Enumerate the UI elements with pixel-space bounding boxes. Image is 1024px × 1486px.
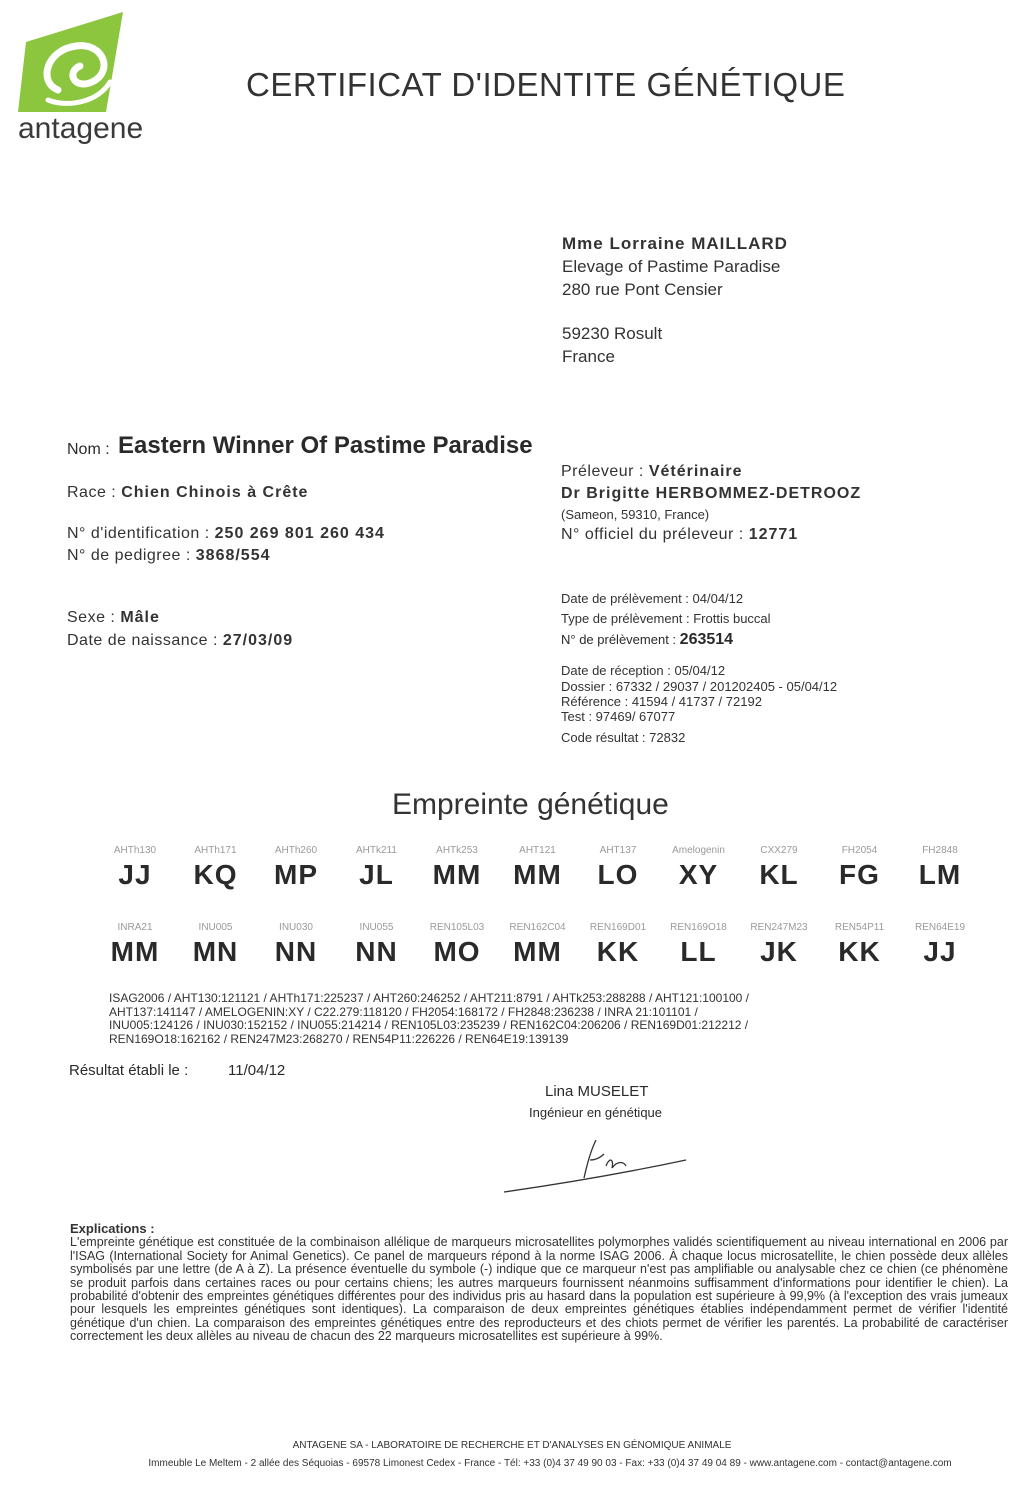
marker-genotype: FG <box>839 859 880 890</box>
marker-name: AHT137 <box>599 845 637 856</box>
officiel-label: N° officiel du préleveur : <box>561 526 744 543</box>
preleveur-label: Préleveur : <box>561 463 644 480</box>
marker-genotype: MN <box>192 936 239 967</box>
marker-genotype: KL <box>759 859 799 890</box>
result-date: 11/04/12 <box>228 1062 286 1079</box>
marker-cell <box>739 922 819 968</box>
marker-cell <box>498 922 578 968</box>
id-value: 250 269 801 260 434 <box>214 525 385 542</box>
logo-text: antagene <box>18 112 144 145</box>
footer-line1: ANTAGENE SA - LABORATOIRE DE RECHERCHE ET D'ANALYSES EN GÉNOMIQUE ANIMALE <box>292 1440 732 1451</box>
marker-name: AHT121 <box>519 845 556 856</box>
officiel-field <box>561 526 798 544</box>
naissance-value: 27/03/09 <box>222 632 294 649</box>
empreinte-title: Empreinte génétique <box>392 788 669 821</box>
officiel-value: 12771 <box>748 526 799 543</box>
marker-genotype: NN <box>274 936 318 967</box>
marker-genotype: KK <box>838 936 881 967</box>
marker-name: AHTh260 <box>274 845 318 856</box>
marker-cell <box>176 845 256 891</box>
marker-genotype: MM <box>513 936 562 967</box>
marker-cell <box>337 922 417 968</box>
marker-genotype: JJ <box>923 936 957 967</box>
marker-genotype: KK <box>596 936 640 967</box>
pedigree-label: N° de pedigree : <box>67 547 191 564</box>
recipient-line1: Elevage of Pastime Paradise <box>562 257 781 276</box>
marker-cell <box>900 922 980 968</box>
marker-name: AHTk253 <box>436 845 478 856</box>
marker-cell <box>820 845 900 891</box>
marker-cell <box>820 922 900 968</box>
signature-icon <box>500 1130 690 1200</box>
marker-cell <box>739 845 819 891</box>
marker-name: REN64E19 <box>914 922 966 933</box>
naissance-label: Date de naissance : <box>67 632 218 649</box>
marker-cell <box>176 922 256 968</box>
marker-name: INU055 <box>359 922 394 933</box>
marker-name: REN247M23 <box>750 922 808 933</box>
isag-block <box>109 992 869 1046</box>
marker-cell <box>900 845 980 891</box>
marker-name: AHTk211 <box>356 845 397 856</box>
result-label: Résultat établi le : <box>69 1062 189 1079</box>
marker-name: REN169D01 <box>589 922 647 933</box>
marker-cell <box>256 845 336 891</box>
recipient-name: Mme Lorraine MAILLARD <box>562 234 788 253</box>
marker-name: REN105L03 <box>429 922 485 933</box>
marker-cell <box>95 922 175 968</box>
nom-value: Eastern Winner Of Pastime Paradise <box>118 432 533 459</box>
race-label: Race : <box>67 484 117 501</box>
recipient-line2: 280 rue Pont Censier <box>562 280 723 299</box>
dossier: Dossier : 67332 / 29037 / 201202405 - 05/04/12 <box>561 679 838 694</box>
marker-cell <box>578 845 658 891</box>
marker-name: INU005 <box>198 922 233 933</box>
marker-genotype: MP <box>274 859 318 890</box>
signer-name: Lina MUSELET <box>545 1083 649 1100</box>
naissance-field <box>67 632 293 650</box>
prelevement-type: Type de prélèvement : Frottis buccal <box>561 611 771 626</box>
sexe-value: Mâle <box>120 609 160 626</box>
nom-label: Nom : <box>67 441 110 458</box>
marker-name: INRA21 <box>117 922 153 933</box>
reference: Référence : 41594 / 41737 / 72192 <box>561 694 762 709</box>
marker-genotype: MO <box>433 936 481 967</box>
marker-cell <box>498 845 578 891</box>
marker-genotype: LM <box>918 859 962 890</box>
marker-cell <box>256 922 336 968</box>
prelevement-numero-label: N° de prélèvement : <box>561 632 677 647</box>
recipient-line4: France <box>562 347 615 366</box>
marker-cell <box>578 922 658 968</box>
marker-name: CXX279 <box>760 845 798 856</box>
reception-date: Date de réception : 05/04/12 <box>561 663 726 678</box>
marker-cell <box>417 845 497 891</box>
marker-name: AHTh130 <box>113 845 157 856</box>
test: Test : 97469/ 67077 <box>561 709 676 724</box>
id-label: N° d'identification : <box>67 525 210 542</box>
marker-genotype: LO <box>597 859 639 890</box>
explications-text: L'empreinte génétique est constituée de la combinaison allélique de marqueurs microsatellites polymorphes validés scientifiquement au niveau international en 2006 par l'ISAG (International Society for Animal Genetics). Ce panel de marqueurs répond à la norme ISAG 2006. À chaque locus microsatellite, le chien possède deux allèles symbolisés par une lettre (de A à Z). La présence éventuelle du symbole (-) indique que ce marqueur n'est pas amplifiable ou analysable chez ce chien (ce phénomène se produit parfois dans certaines races ou pour certains chiens; les autres marqueurs fournissent néanmoins suffisamment d'informations pour identifier le chien). La probabilité d'obtenir des empreintes génétiques différentes pour des individus pris au hasard dans la population est supérieure à 99,9% (à l'exception des vrais jumeaux pour lesquels les empreintes génétiques sont identiques). La comparaison de deux empreintes génétiques établies indépendamment permet de vérifier l'identité génétique d'un chien. La comparaison des empreintes génétiques entre des reproducteurs et des chiots permet de vérifier les parentés. La probabilité de caractériser correctement les deux allèles au niveau de chacun des 22 marqueurs microsatellites est supérieure à 99%. <box>70 1235 1008 1344</box>
marker-genotype: JL <box>359 859 394 890</box>
preleveur-name: Dr Brigitte HERBOMMEZ-DETROOZ <box>561 485 862 502</box>
explications-block <box>70 1222 1008 1344</box>
marker-cell <box>417 922 497 968</box>
marker-genotype: NN <box>355 936 398 967</box>
explications-title: Explications : <box>70 1221 155 1236</box>
footer-line2: Immeuble Le Meltem - 2 allée des Séquoias - 69578 Limonest Cedex - France - Tél: +33 (0)4 37 49 90 03 - Fax: +33 (0)4 37 49 04 89 - www.antagene.com - contact@antagene.com <box>148 1458 952 1469</box>
preleveur-value: Vétérinaire <box>648 463 743 480</box>
isag-line: AHT137:141147 / AMELOGENIN:XY / C22.279:118120 / FH2054:168172 / FH2848:236238 / INRA 21:101101 / <box>109 1004 698 1019</box>
marker-genotype: MM <box>513 859 562 890</box>
marker-genotype: JJ <box>118 859 152 890</box>
marker-genotype: XY <box>678 859 719 890</box>
signer-title: Ingénieur en génétique <box>529 1105 663 1120</box>
pedigree-value: 3868/554 <box>195 547 271 564</box>
marker-genotype: MM <box>432 859 482 890</box>
marker-name: FH2054 <box>841 845 878 856</box>
marker-genotype: MM <box>110 936 160 967</box>
preleveur-field <box>561 463 743 481</box>
marker-name: REN169O18 <box>670 922 727 933</box>
marker-genotype: KQ <box>193 859 238 890</box>
marker-name: REN162C04 <box>509 922 566 933</box>
isag-line: INU005:124126 / INU030:152152 / INU055:214214 / REN105L03:235239 / REN162C04:206206 / REN169D01:212212 / <box>109 1018 749 1032</box>
isag-line: REN169O18:162162 / REN247M23:268270 / REN54P11:226226 / REN64E19:139139 <box>109 1031 569 1046</box>
pedigree-field <box>67 547 271 565</box>
marker-cell <box>337 845 417 891</box>
marker-cell <box>659 922 739 968</box>
preleveur-location: (Sameon, 59310, France) <box>561 507 710 522</box>
recipient-line3: 59230 Rosult <box>562 324 663 343</box>
marker-name: AHTh171 <box>194 845 237 856</box>
race-value: Chien Chinois à Crête <box>121 484 309 501</box>
race-field <box>67 484 308 502</box>
code-resultat: Code résultat : 72832 <box>561 730 686 745</box>
marker-name: REN54P11 <box>834 922 885 933</box>
marker-name: INU030 <box>279 922 313 933</box>
prelevement-numero-value: 263514 <box>679 631 734 648</box>
isag-line: ISAG2006 / AHT130:121121 / AHTh171:225237 / AHT260:246252 / AHT211:8791 / AHTk253:288288 / AHT121:100100 / <box>109 991 750 1005</box>
marker-cell <box>95 845 175 891</box>
sexe-label: Sexe : <box>67 609 116 626</box>
certificate-title: CERTIFICAT D'IDENTITE GÉNÉTIQUE <box>246 66 846 103</box>
sexe-field <box>67 609 160 627</box>
marker-genotype: LL <box>680 936 717 967</box>
marker-name: FH2848 <box>922 845 958 856</box>
prelevement-date: Date de prélèvement : 04/04/12 <box>561 591 744 606</box>
marker-cell <box>659 845 739 891</box>
id-field <box>67 525 385 543</box>
prelevement-numero-field <box>561 631 733 649</box>
marker-genotype: JK <box>760 936 798 967</box>
marker-name: Amelogenin <box>672 845 725 856</box>
